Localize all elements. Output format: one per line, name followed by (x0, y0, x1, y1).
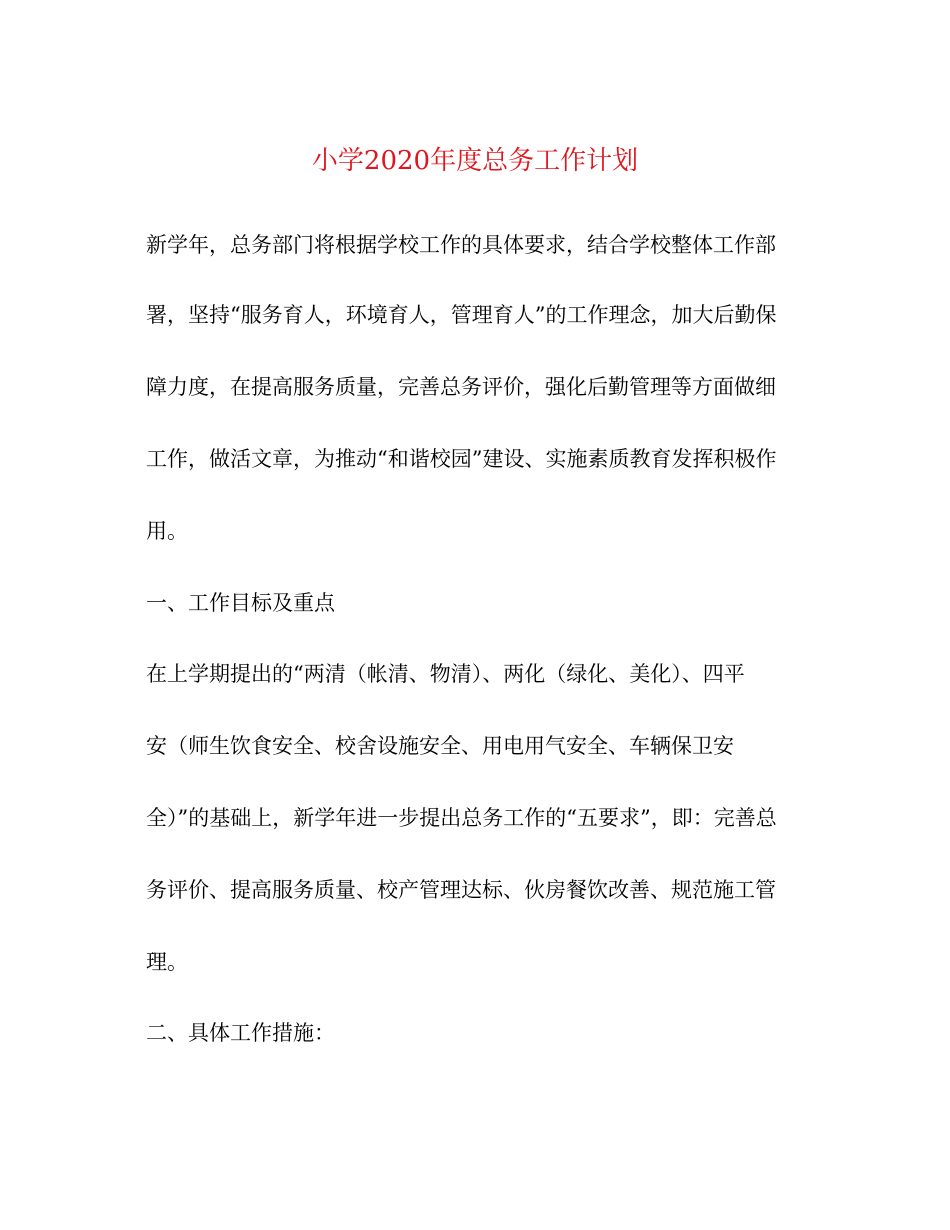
section-heading-measures: 二、具体工作措施： (146, 1021, 335, 1045)
paragraph-intro-line-4: 工作，做活文章，为推动“和谐校园”建设、实施素质教育发挥积极作 (146, 447, 777, 471)
paragraph-intro-line-3: 障力度，在提高服务质量，完善总务评价，强化后勤管理等方面做细 (146, 375, 776, 399)
paragraph-goals-line-5: 理。 (146, 950, 188, 974)
paragraph-goals-line-3: 全）”的基础上，新学年进一步提出总务工作的“五要求”，即：完善总 (146, 806, 777, 830)
paragraph-intro-line-2: 署，坚持“服务育人，环境育人，管理育人”的工作理念，加大后勤保 (146, 303, 777, 327)
paragraph-goals-line-4: 务评价、提高服务质量、校产管理达标、伙房餐饮改善、规范施工管 (146, 878, 776, 902)
paragraph-intro-line-1: 新学年，总务部门将根据学校工作的具体要求，结合学校整体工作部 (146, 233, 776, 257)
paragraph-goals-line-2: 安（师生饮食安全、校舍设施安全、用电用气安全、车辆保卫安 (146, 734, 734, 758)
paragraph-goals-line-1: 在上学期提出的“两清（帐清、物清）、两化（绿化、美化）、四平 (146, 662, 745, 686)
document-title: 小学2020年度总务工作计划 (311, 146, 639, 176)
section-heading-goals: 一、工作目标及重点 (146, 591, 335, 615)
paragraph-intro-line-5: 用。 (146, 519, 188, 543)
